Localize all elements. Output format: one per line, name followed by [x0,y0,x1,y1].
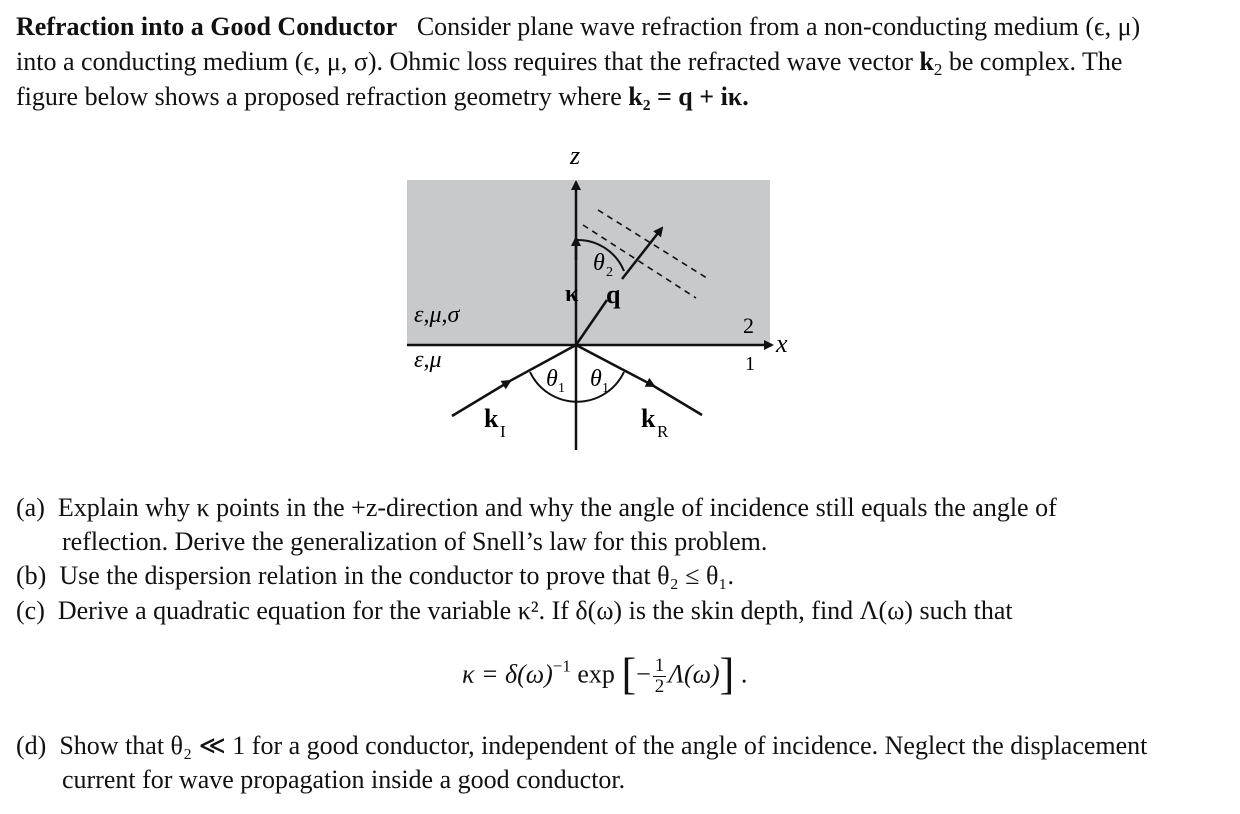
part-b-line-1 [16,559,734,593]
part-c-label: (c) [16,596,45,625]
k2-symbol: k [919,47,934,76]
part-d-line-2 [62,763,625,797]
lower-medium-label: ε,μ [414,347,442,373]
z-axis-label: z [570,141,581,170]
eq-superscript: −1 [552,656,571,676]
eq-numerator: 1 [654,655,665,676]
part-a-text-1: Explain why κ points in the +z-direction and why the angle of incidence still equals the angle of [57,493,1057,522]
part-d-text-2: current for wave propagation inside a good conductor. [62,765,626,794]
part-a-line-2 [62,525,767,559]
region-1-label: 1 [745,353,755,375]
part-b-label: (b) [16,561,47,590]
intro-line-2 [16,45,1122,79]
theta1-right-subscript: 1 [602,381,609,396]
theta1-right-label: θ [590,366,602,392]
theta1-left-subscript: 1 [558,381,565,396]
problem-heading: Refraction into a Good Conductor [16,12,398,41]
intro-line-2-end: be complex. The [948,47,1123,76]
kappa-equation [462,649,748,699]
incident-ray-lower [452,381,510,416]
theta1-left-label: θ [546,366,558,392]
k-incident-label: k [484,404,499,433]
incident-ray-upper [508,345,576,382]
x-axis-label: x [776,329,788,358]
part-b-text: Use the dispersion relation in the conductor to prove that θ₂ ≤ θ₁. [59,561,734,590]
part-d-label: (d) [16,731,47,760]
intro-line-2-text: into a conducting medium (ϵ, μ, σ). Ohmic loss requires that the refracted wave vector [16,47,913,76]
region-2-label: 2 [743,313,754,338]
kappa-label: κ [565,281,579,307]
k2-subscript: 2 [933,60,943,79]
k-reflected-subscript: R [657,422,669,441]
eq-lhs: κ = δ(ω) [462,659,553,689]
refraction-figure [400,140,800,460]
k-incident-subscript: I [500,422,506,441]
reflected-ray-upper [576,345,654,386]
eq-denominator: 2 [654,676,665,697]
intro-line-3-text: figure below shows a proposed refraction geometry where [16,82,622,111]
eq-fraction [653,656,667,697]
k-reflected-label: k [641,404,656,433]
part-a-line-1 [16,491,1057,525]
part-d-text-1: Show that θ₂ ≪ 1 for a good conductor, independent of the angle of incidence. Neglect the displacement [59,731,1148,760]
eq-exp: exp [577,659,615,689]
theta2-label: θ [593,250,605,276]
q-label: q [606,280,621,309]
part-c-line-1 [16,594,1013,628]
eq-lambda: Λ(ω) [668,659,720,689]
eq-right-bracket: ] [719,649,735,699]
theta2-subscript: 2 [606,265,613,280]
part-a-text-2: reflection. Derive the generalization of Snell’s law for this problem. [62,527,768,556]
eq-end: . [740,659,748,689]
intro-line-1 [16,10,1140,44]
part-a-label: (a) [16,493,45,522]
conductor-region [407,180,770,345]
eq-left-bracket: [ [621,649,637,699]
intro-line-3 [16,80,749,114]
eq-minus: − [636,659,651,689]
intro-line-1-text: Consider plane wave refraction from a non-conducting medium (ϵ, μ) [416,12,1141,41]
k2-equation: k₂ = q + iκ. [628,82,749,111]
part-c-text: Derive a quadratic equation for the variable κ². If δ(ω) is the skin depth, find Λ(ω) such that [57,596,1013,625]
part-d-line-1 [16,729,1147,763]
upper-medium-label: ε,μ,σ [414,302,460,328]
reflected-ray-lower [652,385,702,415]
